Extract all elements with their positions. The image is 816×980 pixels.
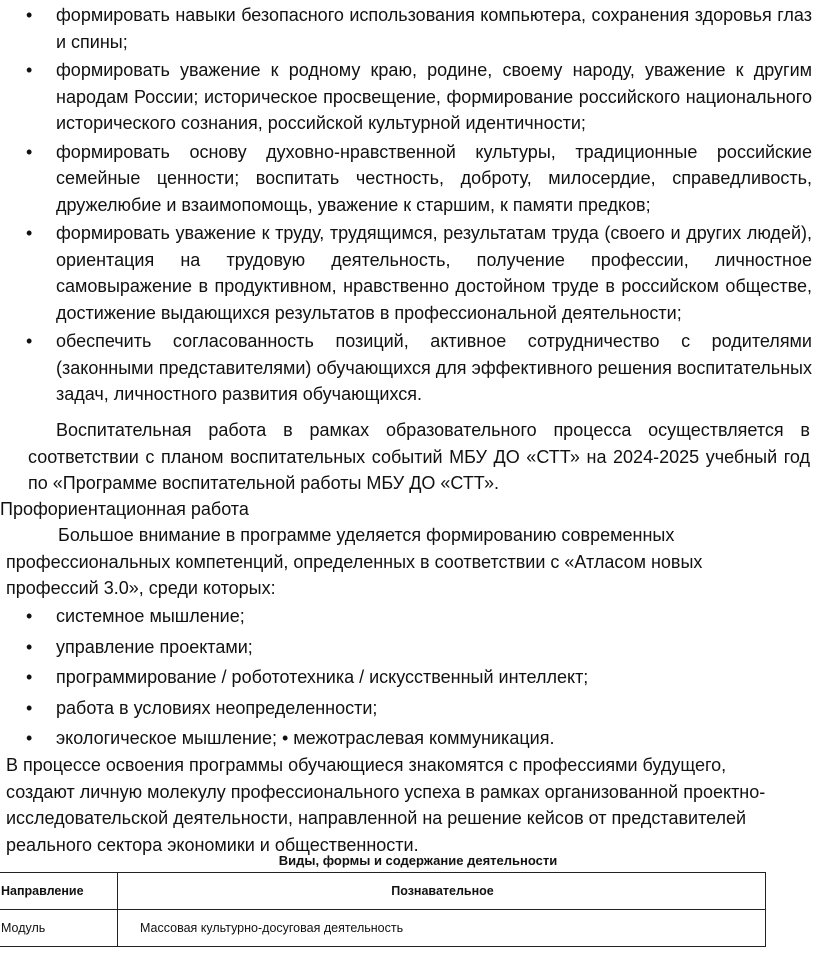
table-cell-label: Модуль [0,910,118,947]
bullet-icon: • [26,5,33,25]
bullet-icon: • [26,697,33,718]
list-item [0,695,816,721]
list-item [0,725,816,751]
list-item [0,664,816,690]
table-title: Виды, формы и содержание деятельности [278,853,558,868]
bullet-icon: • [26,141,33,162]
process-paragraph: В процессе освоения программы обучающиеся знакомятся с профессиями будущего, создают личную молекулу профессионального успеха в рамках организованной проектно-исследовательской деятельности, направленной на решение кейсов от представителей реального сектора экономики и общественности. [6,755,766,855]
list-item-text: формировать основу духовно-нравственной культуры, традиционные российские семейные ценности; воспитать честность, доброту, милосердие, справедливость, дружелюбие и взаимопомощь, уважение к старшим, к памяти предков; [56,141,812,215]
list-item-text: экологическое мышление; • межотраслевая коммуникация. [56,728,555,748]
competencies-intro-paragraph: Большое внимание в программе уделяется формированию современных профессиональных компетенций, определенных в соответствии с «Атласом новых профессий 3.0», среди которых: [6,525,703,598]
bullet-icon: • [26,60,33,80]
bullet-icon: • [26,667,33,687]
list-item-text: формировать уважение к родному краю, родине, своему народу, уважение к другим народам России; историческое просвещение, формирование российского национального исторического сознания, российской культурной идентичности; [56,60,812,133]
bullet-icon: • [26,331,33,351]
goals-bullet-list [0,2,816,410]
list-item [0,328,816,408]
list-item-text: обеспечить согласованность позиций, активное сотрудничество с родителями (законными представителями) обучающихся для эффективного решения воспитательных задач, личностного развития обучающихся. [56,331,812,404]
list-item [0,603,816,629]
list-item [0,2,816,55]
bullet-icon: • [26,728,33,748]
table-cell-value: Познавательное [118,873,766,910]
list-item [0,139,816,219]
section-heading: Профориентационная работа [0,499,249,519]
bullet-icon: • [26,636,33,657]
educational-work-paragraph: Воспитательная работа в рамках образовательного процесса осуществляется в соответствии с планом воспитательных событий МБУ ДО «СТТ» на 2024-2025 учебный год по «Программе воспитательной работы МБУ ДО «СТТ». [28,420,810,493]
list-item-text: системное мышление; [56,606,245,626]
list-item-text: работа в условиях неопределенности; [56,697,378,718]
table-cell-label: Направление [0,873,118,910]
table-row [0,910,766,947]
skills-bullet-list [0,603,816,756]
list-item [0,634,816,660]
table-cell-value: Массовая культурно-досуговая деятельность [118,910,766,947]
list-item-text: управление проектами; [56,636,253,657]
bullet-icon: • [26,606,33,626]
activities-table [0,872,766,947]
table-row [0,873,766,910]
bullet-icon: • [26,223,33,243]
list-item [0,220,816,326]
list-item-text: формировать уважение к труду, трудящимся, результатам труда (своего и других людей), ориентация на трудовую деятельность, получение профессии, личностное самовыражение в продуктивном, нравственно достойном труде в российском обществе, достижение выдающихся результатов в профессиональной деятельности; [56,223,812,323]
list-item-text: формировать навыки безопасного использования компьютера, сохранения здоровья глаз и спины; [56,5,812,52]
list-item-text: программирование / робототехника / искусственный интеллект; [56,667,589,687]
list-item [0,57,816,137]
